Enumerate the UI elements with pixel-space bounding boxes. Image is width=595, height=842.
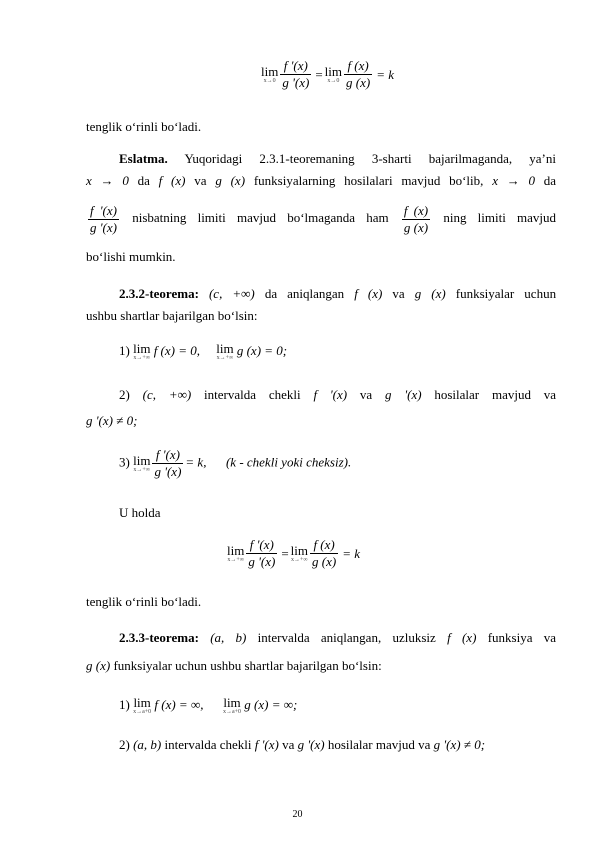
theorem-2-3-3-line-1: 2.3.3-teorema: (a, b) intervalda aniqlangan, uzluksiz f (x) funksiya va — [119, 630, 557, 645]
eslatma-line-3: $\frac{f '(x)}{g '(x)}$ nisbatning limiti mavjud bo‘lmaganda ham $\frac{f (x)}{g (x)}$ ning limiti mavjud — [90, 202, 557, 235]
condition-1: 1) lim x→+∞ f (x) = 0, lim x→+∞ g (x) = 0; — [119, 341, 288, 362]
condition-b-1: 1) lim x→a+0 f (x) = ∞, lim x→a+0 g (x) = ∞; — [119, 695, 298, 716]
theorem-2-3-2-line-2: ushbu shartlar bajarilgan bo‘lsin: — [86, 308, 258, 323]
condition-2-line-2: g '(x) ≠ 0; — [86, 413, 138, 428]
eslatma-line-2: x → 0 da f (x) va g (x) funksiyalarning hosilalari mavjud bo‘lib, x → 0 da — [86, 173, 557, 188]
eslatma-label: Eslatma. — [119, 151, 168, 166]
text-tenglik-1: tenglik o‘rinli bo‘ladi. — [86, 119, 202, 134]
page-number: 20 — [292, 809, 303, 820]
condition-b-2: 2) (a, b) intervalda chekli f '(x) va g '(x) hosilalar mavjud va g '(x) ≠ 0; — [119, 737, 486, 752]
eslatma-line-1: Eslatma. Yuqoridagi 2.3.1-teoremaning 3-sharti bajarilmaganda, ya’ni — [119, 151, 556, 166]
eslatma-line-4: bo‘lishi mumkin. — [86, 249, 176, 264]
condition-2-line-1: 2) (c, +∞) intervalda chekli f '(x) va g '(x) hosilalar mavjud va — [119, 387, 557, 402]
theorem-2-3-2-label: 2.3.2-teorema: — [119, 286, 199, 301]
text-u-holda: U holda — [119, 505, 161, 520]
theorem-2-3-3-line-2: g (x) funksiyalar uchun ushbu shartlar bajarilgan bo‘lsin: — [86, 658, 382, 673]
theorem-2-3-3-label: 2.3.3-teorema: — [119, 630, 199, 645]
formula-middle: lim x→+∞ $\frac{f '(x)}{g '(x)}$ = lim x→+∞ $\frac{f (x)}{g (x)}$ = k — [227, 537, 360, 569]
text-tenglik-2: tenglik o‘rinli bo‘ladi. — [86, 594, 202, 609]
formula-top: lim x→0 $\frac{f '(x)}{g '(x)}$ = lim x→0 $\frac{f (x)}{g (x)}$ = k — [261, 58, 394, 90]
theorem-2-3-2-line-1: 2.3.2-teorema: (c, +∞) da aniqlangan f (x) va g (x) funksiyalar uchun — [119, 286, 557, 301]
condition-3: 3) lim x→+∞ $\frac{f '(x)}{g '(x)}$ = k, (k - chekli yoki cheksiz). — [119, 447, 352, 479]
